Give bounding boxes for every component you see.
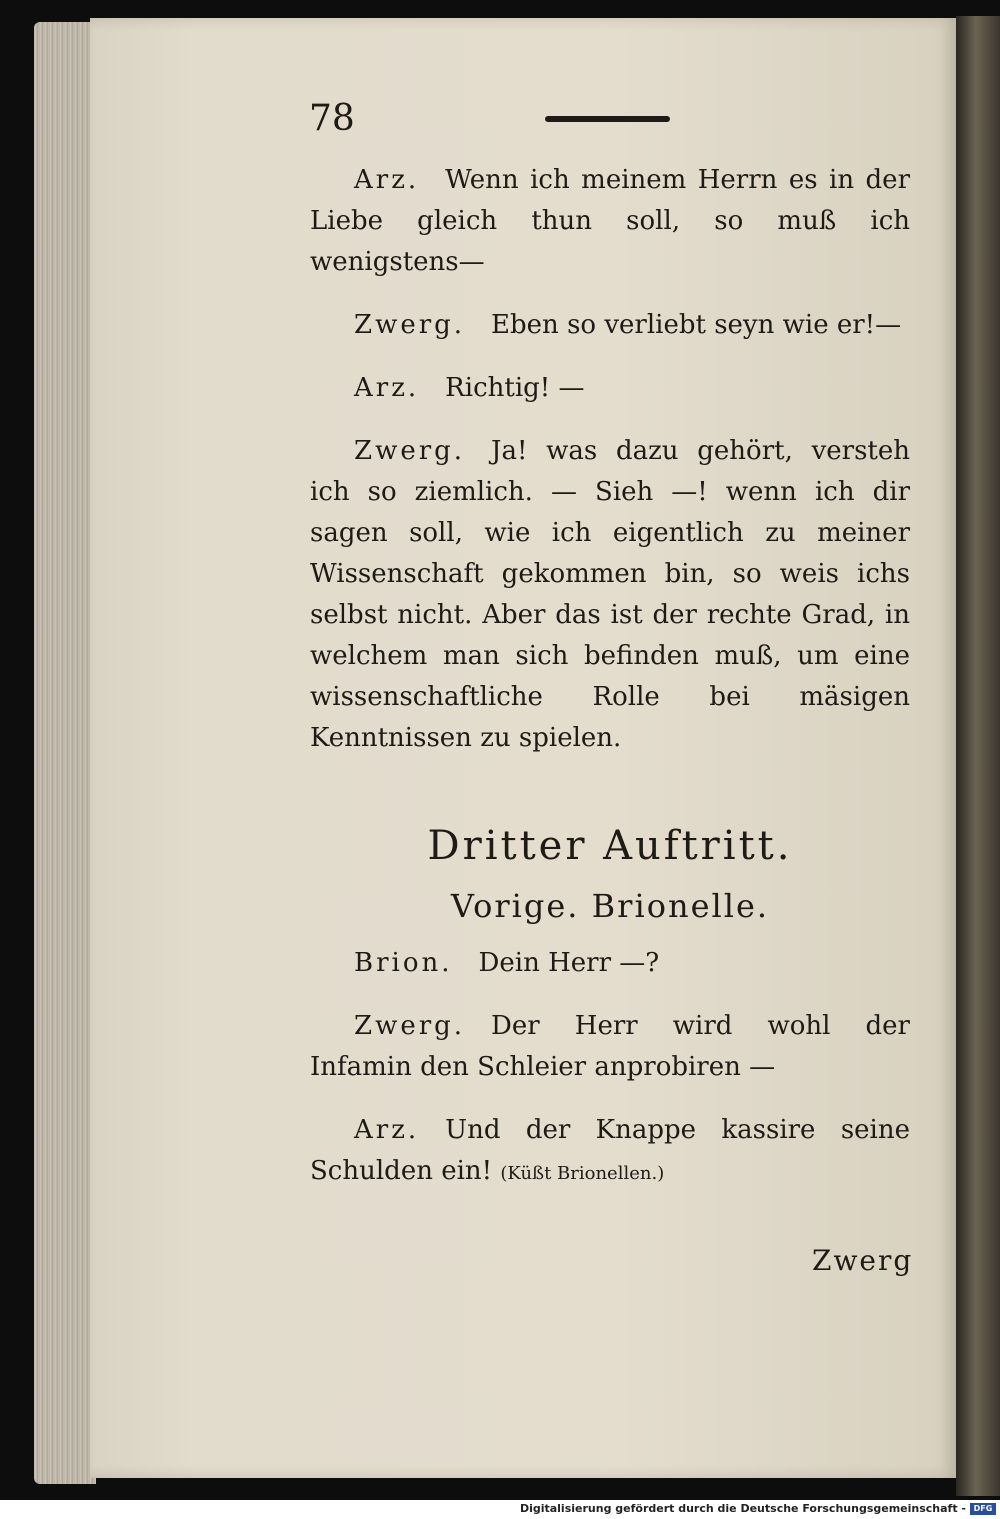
paragraph-text: Und der Knappe kassire seine Schulden ein!	[310, 1115, 910, 1186]
footer-bar	[0, 1500, 1000, 1519]
speaker-name: Brion.	[354, 948, 453, 978]
paragraph-text: Wenn ich meinem Herrn es in der Liebe gleich thun soll, so muß ich wenigstens—	[310, 165, 910, 277]
paragraph	[310, 1110, 910, 1194]
speaker-name: Zwerg.	[354, 436, 466, 466]
speaker-name: Arz.	[354, 373, 420, 403]
page-edges	[34, 22, 96, 1484]
speaker-name: Zwerg.	[354, 1011, 466, 1041]
paragraph	[310, 160, 910, 283]
header-rule	[545, 116, 670, 122]
speaker-name: Arz.	[354, 1115, 420, 1145]
paragraph-text: Dein Herr —?	[478, 948, 660, 978]
paragraph	[310, 943, 910, 984]
paragraph-text: Ja! was dazu gehört, versteh ich so ziemlich. — Sieh —! wenn ich dir sagen soll, wie ich eigentlich zu meiner Wissenschaft gekommen bin, so weis ichs selbst nicht. Aber das ist der rechte Grad, in welchem man sich befinden muß, um eine wissenschaftliche Rolle bei mäsigen Kenntnissen zu spielen.	[310, 436, 910, 753]
footer-credit: Digitalisierung gefördert durch die Deutsche Forschungsgemeinschaft -	[519, 1502, 966, 1515]
paragraph-text: Richtig! —	[445, 373, 585, 403]
paragraph-text: Der Herr wird wohl der Infamin den Schleier anprobiren —	[310, 1011, 910, 1082]
paragraph	[310, 368, 910, 409]
paragraph	[310, 305, 910, 346]
catchword: Zwerg	[812, 1244, 914, 1277]
paragraph	[310, 1006, 910, 1088]
text-block	[310, 160, 910, 1216]
speaker-name: Zwerg.	[354, 310, 466, 340]
scene-persons: Vorige. Brionelle.	[450, 887, 770, 925]
paragraph	[310, 431, 910, 759]
page-number: 78	[309, 98, 355, 139]
dfg-logo-icon: DFG	[970, 1503, 996, 1515]
scene-title: Dritter Auftritt.	[427, 823, 793, 869]
book-binding	[956, 16, 1000, 1496]
speaker-name: Arz.	[354, 165, 420, 195]
stage-direction: (Küßt Brionellen.)	[500, 1163, 665, 1184]
paragraph-text: Eben so verliebt seyn wie er!—	[491, 310, 902, 340]
